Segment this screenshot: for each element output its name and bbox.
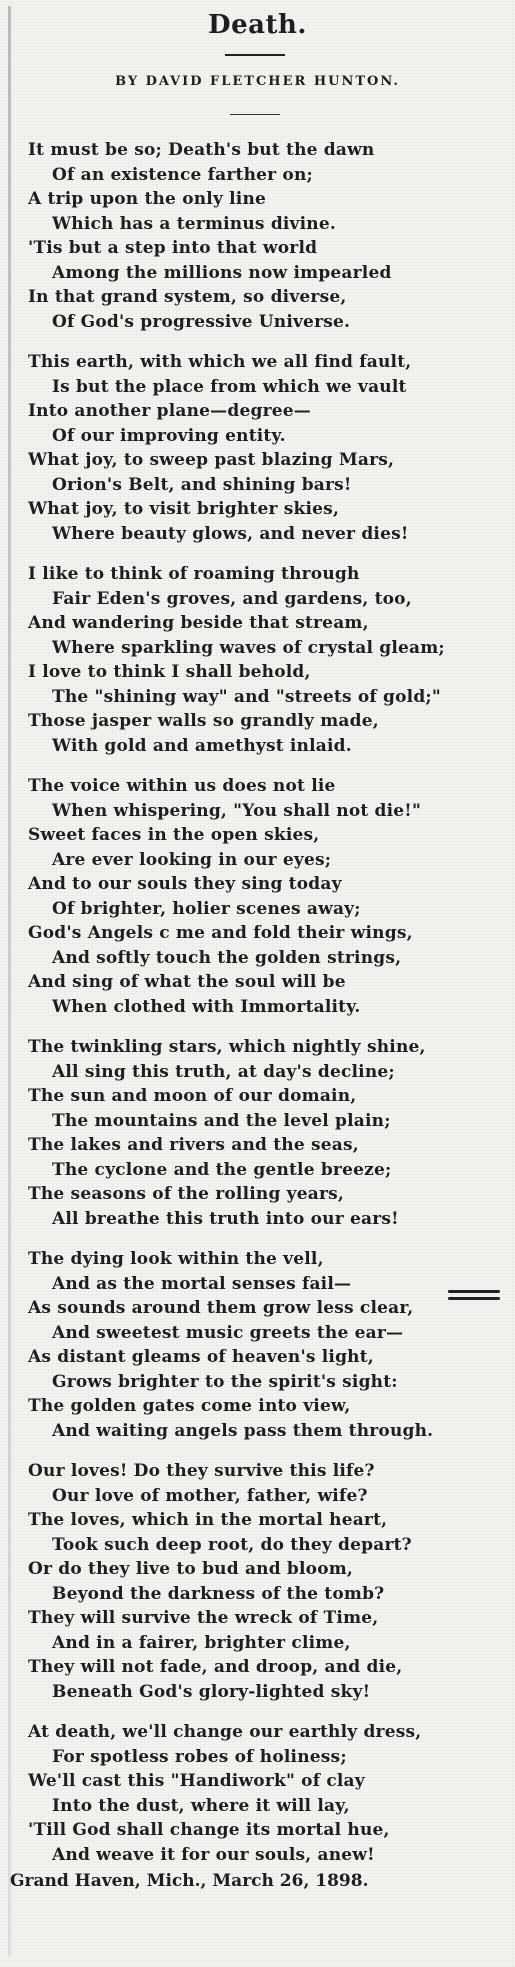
poem-line: Beneath God's glory-lighted sky! (52, 1681, 371, 1702)
poem-line: They will survive the wreck of Time, (28, 1608, 379, 1628)
poem-line: For spotless robes of holiness; (52, 1746, 347, 1767)
poem-line: Among the millions now impearled (52, 262, 392, 283)
poem-line: What joy, to visit brighter skies, (28, 499, 340, 519)
poem-line: The twinkling stars, which nightly shine, (28, 1037, 426, 1057)
poem-line: The dying look within the vell, (28, 1249, 324, 1269)
poem-line: Our loves! Do they survive this life? (28, 1461, 375, 1481)
poem-line: And weave it for our souls, anew! (52, 1844, 375, 1865)
poem-line: At death, we'll change our earthly dress, (28, 1722, 422, 1742)
poem-line: And sing of what the soul will be (28, 972, 346, 992)
poem-line: A trip upon the only line (28, 189, 267, 209)
poem-line: Took such deep root, do they depart? (52, 1534, 412, 1555)
poem-line: As distant gleams of heaven's light, (28, 1347, 374, 1367)
poem-line: In that grand system, so diverse, (28, 287, 347, 307)
stanza (28, 1035, 508, 1231)
poem-line: Fair Eden's groves, and gardens, too, (52, 588, 412, 609)
title-divider (225, 54, 285, 56)
poem-line: 'Till God shall change its mortal hue, (28, 1820, 390, 1840)
byline: BY DAVID FLETCHER HUNTON. (115, 74, 400, 89)
stanza (28, 1247, 508, 1443)
poem-line: Of God's progressive Universe. (52, 311, 351, 332)
poem-line: Our love of mother, father, wife? (52, 1485, 368, 1506)
poem-line: The seasons of the rolling years, (28, 1184, 345, 1204)
poem-line: This earth, with which we all find fault, (28, 352, 412, 372)
poem-line: The cyclone and the gentle breeze; (52, 1159, 392, 1180)
poem-line: All breathe this truth into our ears! (52, 1208, 399, 1229)
poem-line: Grows brighter to the spirit's sight: (52, 1371, 398, 1392)
poem-line: They will not fade, and droop, and die, (28, 1657, 403, 1677)
dateline: Grand Haven, Mich., March 26, 1898. (10, 1871, 369, 1891)
poem-line: And as the mortal senses fail— (52, 1273, 352, 1294)
poem-line: And wandering beside that stream, (28, 613, 369, 633)
poem-line: Or do they live to bud and bloom, (28, 1559, 354, 1579)
poem-line: God's Angels c me and fold their wings, (28, 923, 413, 943)
poem-line: Into the dust, where it will lay, (52, 1795, 350, 1816)
byline-divider (230, 114, 280, 115)
poem-line: The golden gates come into view, (28, 1396, 351, 1416)
stanza (28, 1459, 508, 1704)
poem-line: Where sparkling waves of crystal gleam; (52, 637, 445, 658)
poem-line: The voice within us does not lie (28, 776, 336, 796)
poem-line: And to our souls they sing today (28, 874, 342, 894)
poem-line: 'Tis but a step into that world (28, 238, 318, 258)
poem-line: And in a fairer, brighter clime, (52, 1632, 351, 1653)
poem-line: Beyond the darkness of the tomb? (52, 1583, 385, 1604)
poem-line: With gold and amethyst inlaid. (52, 735, 352, 756)
poem-line: As sounds around them grow less clear, (28, 1298, 414, 1318)
poem-line: Orion's Belt, and shining bars! (52, 474, 352, 495)
poem-title: Death. (208, 10, 307, 40)
poem-line: Into another plane—degree— (28, 401, 311, 421)
poem-line: Sweet faces in the open skies, (28, 825, 320, 845)
poem-line: The sun and moon of our domain, (28, 1086, 357, 1106)
poem-line: Those jasper walls so grandly made, (28, 711, 379, 731)
poem-line: I like to think of roaming through (28, 564, 360, 584)
poem-line: We'll cast this "Handiwork" of clay (28, 1771, 365, 1791)
poem-line: The mountains and the level plain; (52, 1110, 391, 1131)
poem-line: Where beauty glows, and never dies! (52, 523, 409, 544)
stanza (28, 774, 508, 1019)
poem-line: And sweetest music greets the ear— (52, 1322, 404, 1343)
poem-line: Are ever looking in our eyes; (52, 849, 332, 870)
poem-line: All sing this truth, at day's decline; (52, 1061, 395, 1082)
poem-line: Of an existence farther on; (52, 164, 313, 185)
poem-line: When whispering, "You shall not die!" (52, 800, 422, 821)
poem-line: Which has a terminus divine. (52, 213, 336, 234)
poem-line: The loves, which in the mortal heart, (28, 1510, 388, 1530)
stanza (28, 1720, 508, 1867)
stanza (28, 138, 508, 334)
poem-line: It must be so; Death's but the dawn (28, 140, 375, 160)
stanza (28, 350, 508, 546)
poem-line: I love to think I shall behold, (28, 662, 311, 682)
poem-line: Is but the place from which we vault (52, 376, 407, 397)
poem-line: Of brighter, holier scenes away; (52, 898, 361, 919)
poem-line: What joy, to sweep past blazing Mars, (28, 450, 395, 470)
scan-edge (8, 6, 11, 1956)
poem-body (10, 138, 508, 1893)
poem-line: The lakes and rivers and the seas, (28, 1135, 359, 1155)
stanza (28, 562, 508, 758)
poem-line: When clothed with Immortality. (52, 996, 361, 1017)
poem-line: And waiting angels pass them through. (52, 1420, 434, 1441)
section-ornament (448, 1290, 500, 1302)
poem-line: The "shining way" and "streets of gold;" (52, 686, 441, 707)
poem-line: And softly touch the golden strings, (52, 947, 402, 968)
poem-line: Of our improving entity. (52, 425, 286, 446)
